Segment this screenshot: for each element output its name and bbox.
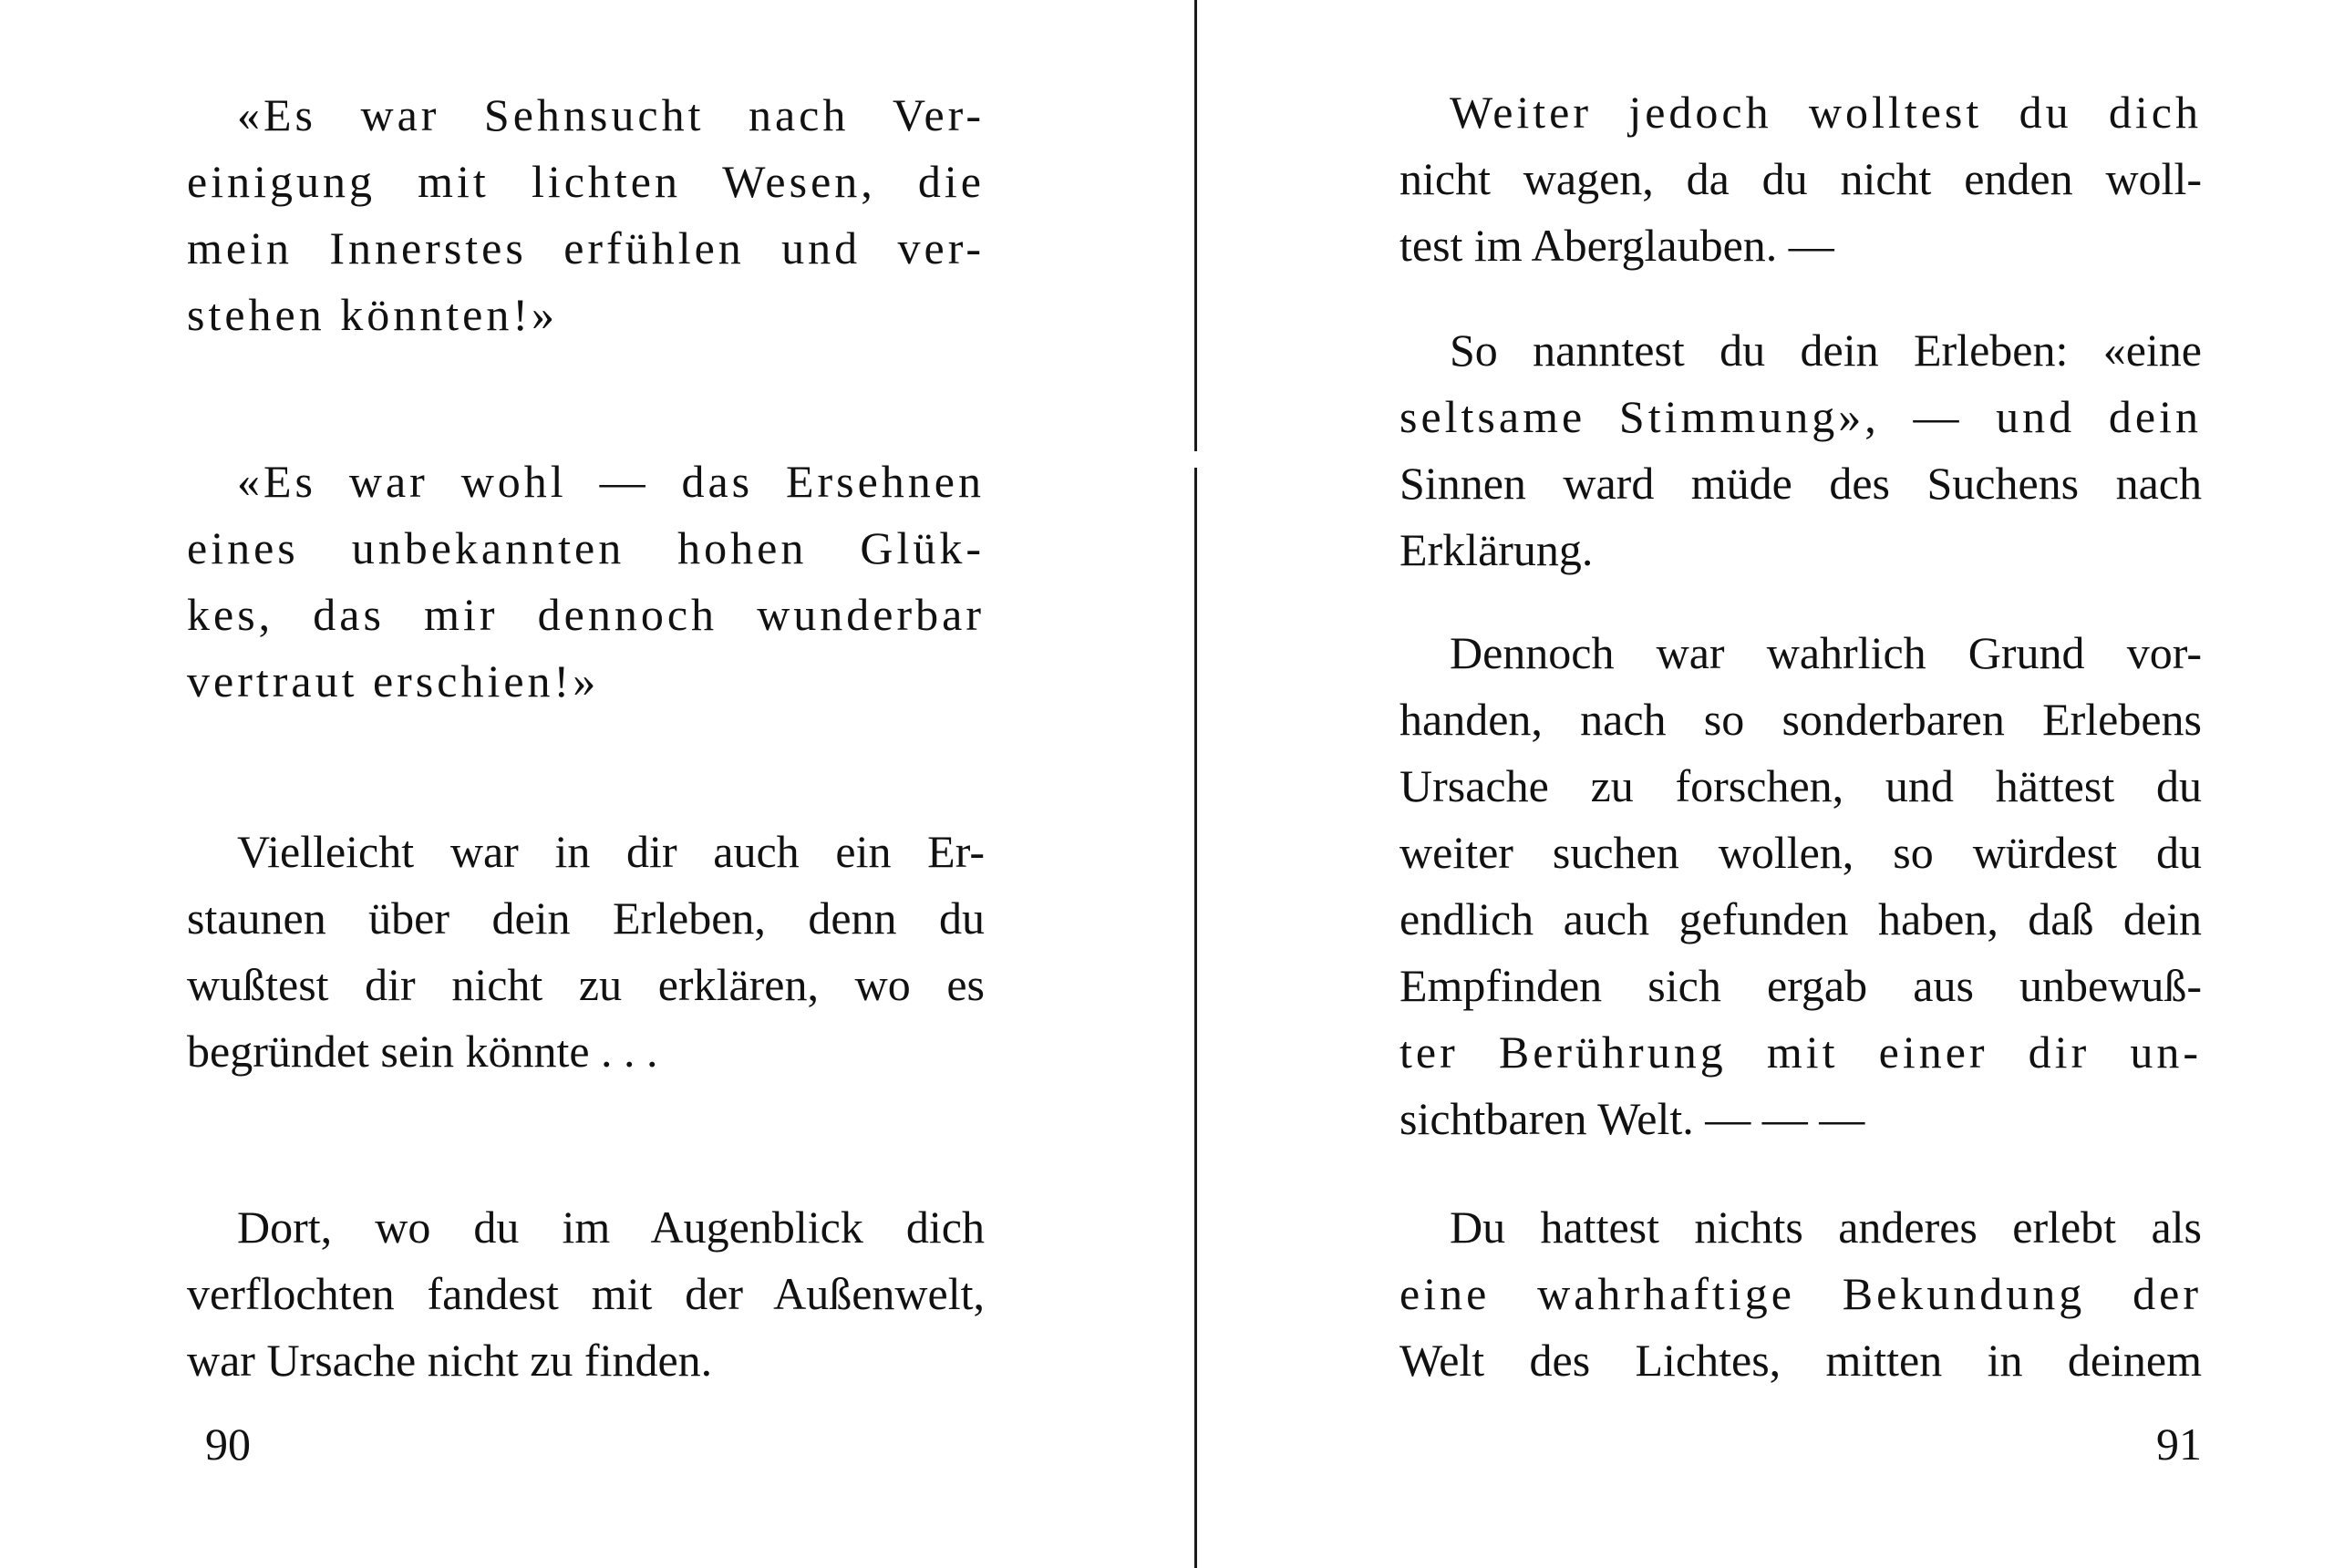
text-line: einigung mit lichten Wesen, die	[187, 156, 985, 207]
text-line: stehen könnten!»	[187, 289, 558, 340]
gutter-gap	[1191, 451, 1202, 468]
text-line: eines unbekannten hohen Glük-	[187, 522, 985, 573]
text-line: «Es war wohl — das Ersehnen	[237, 456, 985, 507]
text-line: Dennoch war wahrlich Grund vor-	[1450, 627, 2202, 678]
paragraph	[1399, 79, 2202, 279]
left-page	[187, 0, 985, 1568]
paragraph	[187, 1194, 985, 1394]
text-line: Vielleicht war in dir auch ein Er-	[237, 826, 985, 877]
paragraph	[187, 819, 985, 1085]
page-number: 90	[205, 1418, 251, 1470]
text-line: weiter suchen wollen, so würdest du	[1399, 827, 2202, 878]
text-line: mein Innerstes erfühlen und ver-	[187, 222, 985, 273]
text-line: handen, nach so sonderbaren Erlebens	[1399, 694, 2202, 745]
gutter-line	[1194, 0, 1197, 1568]
text-line: vertraut erschien!»	[187, 655, 600, 707]
paragraph	[1399, 317, 2202, 583]
right-page	[1399, 0, 2202, 1568]
text-line: eine wahrhaftige Bekundung der	[1399, 1268, 2202, 1319]
text-line: Erklärung.	[1399, 524, 1594, 575]
text-line: «Es war Sehnsucht nach Ver-	[237, 89, 985, 140]
text-line: staunen über dein Erleben, denn du	[187, 892, 985, 944]
text-line: Empfinden sich ergab aus unbewuß-	[1399, 960, 2202, 1011]
text-line: test im Aberglauben. —	[1399, 220, 1834, 271]
page-number: 91	[2156, 1418, 2202, 1470]
text-line: Weiter jedoch wolltest du dich	[1450, 87, 2202, 138]
text-line: sichtbaren Welt. — — —	[1399, 1093, 1865, 1144]
text-line: kes, das mir dennoch wunderbar	[187, 589, 985, 640]
text-line: begründet sein könnte . . .	[187, 1026, 658, 1077]
text-line: Du hattest nichts anderes erlebt als	[1450, 1202, 2202, 1253]
text-line: war Ursache nicht zu finden.	[187, 1335, 713, 1386]
text-line: Sinnen ward müde des Suchens nach	[1399, 458, 2202, 509]
text-line: endlich auch gefunden haben, daß dein	[1399, 893, 2202, 944]
paragraph	[187, 449, 985, 715]
text-line: Welt des Lichtes, mitten in deinem	[1399, 1335, 2202, 1386]
text-line: So nanntest du dein Erleben: «eine	[1450, 325, 2202, 376]
text-line: nicht wagen, da du nicht enden woll-	[1399, 153, 2202, 204]
paragraph	[1399, 620, 2202, 1152]
text-line: verflochten fandest mit der Außenwelt,	[187, 1268, 985, 1319]
text-line: ter Berührung mit einer dir un-	[1399, 1026, 2202, 1078]
text-line: seltsame Stimmung», — und dein	[1399, 391, 2202, 442]
paragraph	[1399, 1194, 2202, 1394]
text-line: Ursache zu forschen, und hättest du	[1399, 760, 2202, 811]
text-line: Dort, wo du im Augenblick dich	[237, 1202, 985, 1253]
paragraph	[187, 82, 985, 348]
text-line: wußtest dir nicht zu erklären, wo es	[187, 959, 985, 1010]
